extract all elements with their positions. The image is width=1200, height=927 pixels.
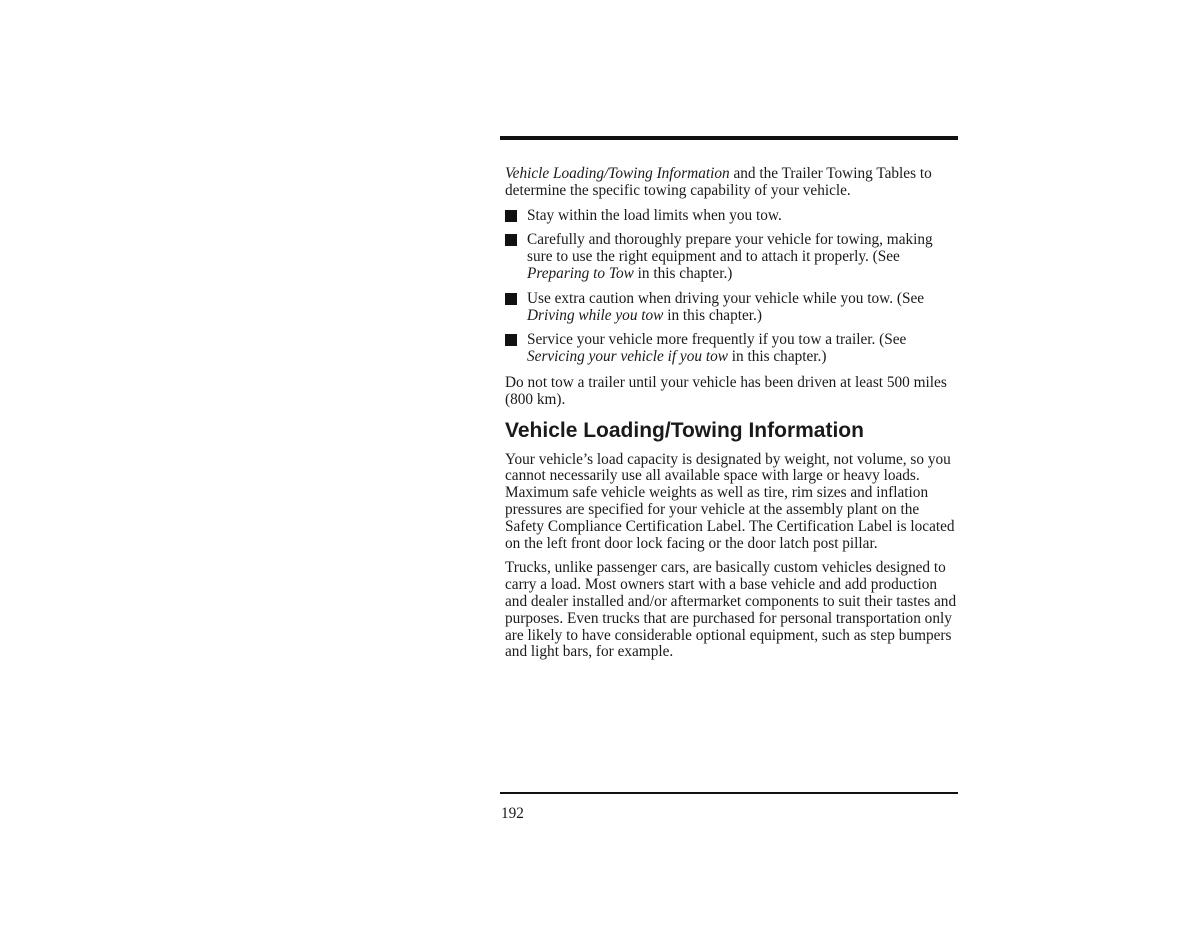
intro-reference: Vehicle Loading/Towing Information [505,165,730,182]
bullet-item [505,232,960,282]
bullet-text-end: in this chapter.) [663,306,762,324]
bullet-item [505,291,960,325]
page-number: 192 [501,805,524,822]
bullet-item [505,332,960,366]
bullet-text-end: in this chapter.) [727,348,827,366]
bullet-reference: Servicing your vehicle if you tow [527,348,728,366]
footer-rule [500,792,958,794]
break-in-paragraph: Do not tow a trailer until your vehicle has been driven at least 500 miles (800 km). [505,373,947,408]
section-paragraph: Your vehicle’s load capacity is designated by weight, not volume, so you cannot necessarily use all available space with large or heavy loads. Maximum safe vehicle weights as well as tire, rim sizes and inflation pressures are specified for your vehicle at the assembly plant on the Safety Compliance Certification Label. The Certification Label is located on the left front door lock facing or the door latch post pillar. [505,450,955,552]
intro-text: and the Trailer Towing Tables to determine the specific towing capability of your vehicle. [505,165,932,199]
section-heading: Vehicle Loading/Towing Information [505,418,864,442]
intro-paragraph [505,166,960,200]
bullet-text: Service your vehicle more frequently if you tow a trailer. (See [527,331,907,349]
bullet-text: Use extra caution when driving your vehicle while you tow. (See [527,289,925,307]
header-rule [500,136,958,140]
bullet-text: Stay within the load limits when you tow. [527,206,782,224]
bullet-list [505,208,960,366]
bullet-item [505,208,960,225]
bullet-reference: Preparing to Tow [527,264,634,282]
bullet-text: Carefully and thoroughly prepare your vehicle for towing, making sure to use the right equipment and to attach it properly. (See [527,231,933,266]
bullet-reference: Driving while you tow [527,306,664,324]
page-content [505,166,960,669]
square-bullet-icon [505,210,517,222]
bullet-text-end: in this chapter.) [633,264,733,282]
square-bullet-icon [505,234,517,246]
square-bullet-icon [505,334,517,346]
square-bullet-icon [505,293,517,305]
section-paragraph: Trucks, unlike passenger cars, are basically custom vehicles designed to carry a load. Most owners start with a base vehicle and add production and dealer installed and/or aftermarket components to suit their tastes and purposes. Even trucks that are purchased for personal transportation only are likely to have considerable optional equipment, such as step bumpers and light bars, for example. [505,559,957,661]
